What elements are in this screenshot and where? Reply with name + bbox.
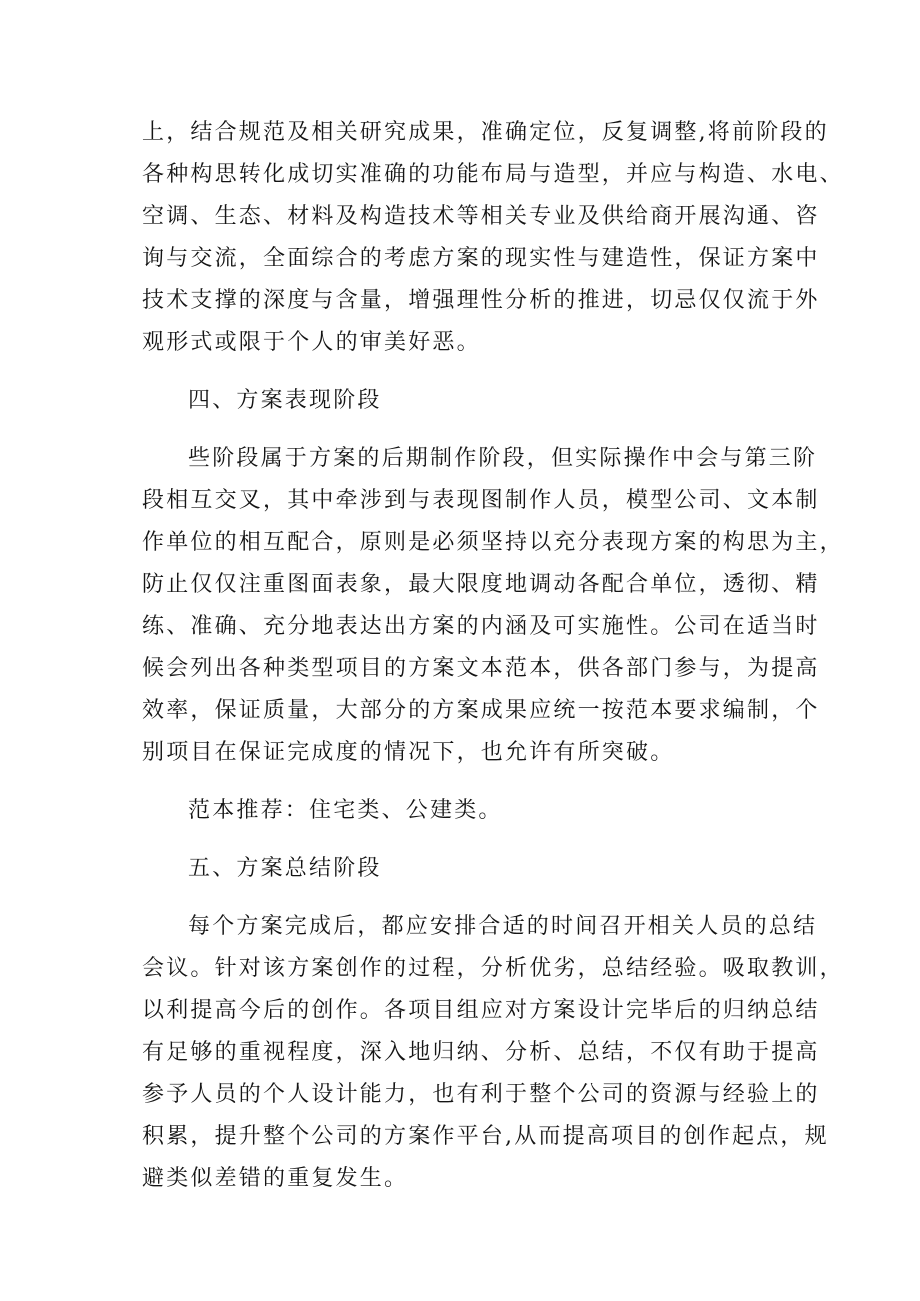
- text-line: 询与交流，全面综合的考虑方案的现实性与建造性，保证方案中: [142, 246, 820, 271]
- text-line: 会议。针对该方案创作的过程，分析优劣，总结经验。吸取教训，: [142, 956, 844, 981]
- text-line: 每个方案完成后，都应安排合适的时间召开相关人员的总结: [188, 914, 818, 939]
- text-line: 上，结合规范及相关研究成果，准确定位，反复调整,将前阶段的: [142, 120, 829, 145]
- text-line: 段相互交叉，其中牵涉到与表现图制作人员，模型公司、文本制: [142, 488, 820, 513]
- text-line: 空调、生态、材料及构造技术等相关专业及供给商开展沟通、咨: [142, 204, 820, 229]
- text-line: 效率，保证质量，大部分的方案成果应统一按范本要求编制，个: [142, 698, 820, 723]
- paragraph-stage5: [142, 906, 844, 1200]
- text-line: 作单位的相互配合，原则是必须坚持以充分表现方案的构思为主，: [142, 530, 844, 555]
- paragraph-stage4: [142, 438, 844, 774]
- text-line: 积累，提升整个公司的方案作平台,从而提高项目的创作起点，规: [142, 1124, 829, 1149]
- text-line: 参予人员的个人设计能力，也有利于整个公司的资源与经验上的: [142, 1082, 820, 1107]
- text-line: 避类似差错的重复发生。: [142, 1166, 409, 1191]
- text-line: 以利提高今后的创作。各项目组应对方案设计完毕后的归纳总结: [142, 998, 820, 1023]
- text-line: 候会列出各种类型项目的方案文本范本，供各部门参与，为提高: [142, 656, 820, 681]
- text-line: 别项目在保证完成度的情况下，也允许有所突破。: [142, 740, 675, 765]
- document-body: [142, 112, 844, 1200]
- text-line: 技术支撑的深度与含量，增强理性分析的推进，切忌仅仅流于外: [142, 288, 820, 313]
- text-line: 防止仅仅注重图面表象，最大限度地调动各配合单位，透彻、精: [142, 572, 820, 597]
- text-line: 练、准确、充分地表达出方案的内涵及可实施性。公司在适当时: [142, 614, 820, 639]
- section-heading-4: 四、方案表现阶段: [188, 388, 382, 413]
- section-heading-5: 五、方案总结阶段: [188, 856, 382, 881]
- text-line: 有足够的重视程度，深入地归纳、分析、总结，不仅有助于提高: [142, 1040, 820, 1065]
- text-line: 各种构思转化成切实准确的功能布局与造型，并应与构造、水电、: [142, 162, 844, 187]
- text-line: 观形式或限于个人的审美好恶。: [142, 330, 481, 355]
- paragraph-continuation: [142, 112, 844, 364]
- text-line: 些阶段属于方案的后期制作阶段，但实际操作中会与第三阶: [188, 446, 818, 471]
- recommendation-line: 范本推荐：住宅类、公建类。: [188, 798, 503, 823]
